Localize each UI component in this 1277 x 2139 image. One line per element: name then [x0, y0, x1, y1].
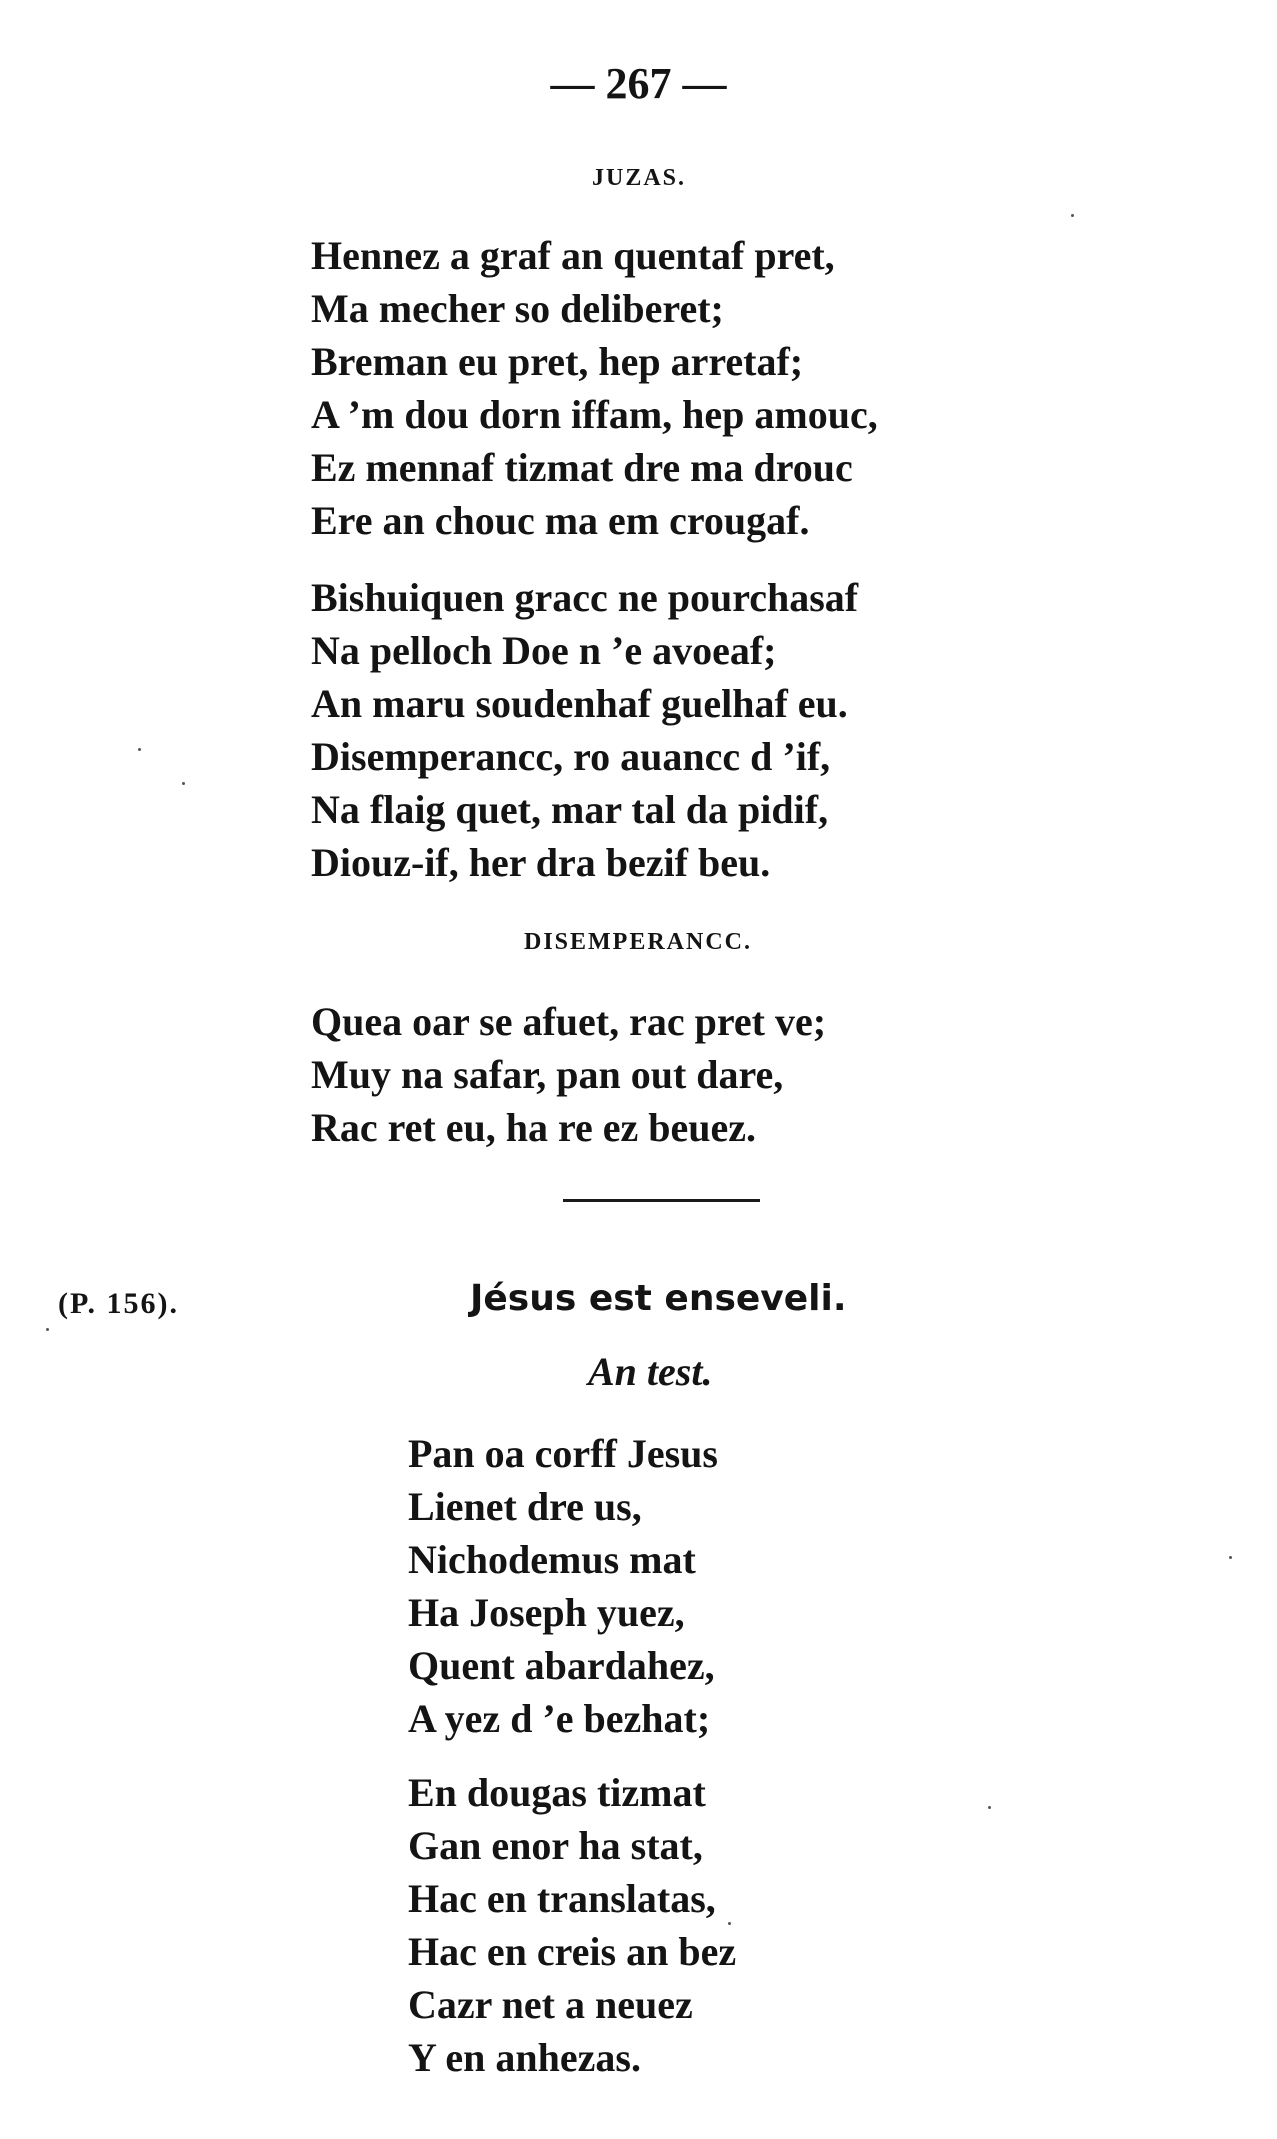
- verse-line: Ma mecher so deliberet;: [311, 286, 724, 331]
- verse-line: Diouz-if, her dra bezif beu.: [311, 840, 771, 885]
- section-title: Jésus est enseveli.: [470, 1278, 847, 1319]
- verse-line: Breman eu pret, hep arretaf;: [311, 339, 804, 384]
- print-speck: [1229, 1556, 1232, 1559]
- page-number: — 267 —: [550, 59, 727, 108]
- verse-line: Ez mennaf tizmat dre ma drouc: [311, 445, 853, 490]
- verse-line: Rac ret eu, ha re ez beuez.: [311, 1105, 757, 1150]
- stanza-test-1: [408, 1427, 718, 1745]
- verse-line: Hac en creis an bez: [408, 1929, 737, 1974]
- verse-line: En dougas tizmat: [408, 1770, 706, 1815]
- stanza-disemperancc: [311, 995, 826, 1154]
- verse-line: Muy na safar, pan out dare,: [311, 1052, 784, 1097]
- print-speck: [988, 1806, 991, 1809]
- verse-line: Hennez a graf an quentaf pret,: [311, 233, 835, 278]
- verse-line: A yez d ’e bezhat;: [408, 1696, 711, 1741]
- print-speck: [1071, 214, 1074, 217]
- verse-line: Na flaig quet, mar tal da pidif,: [311, 787, 829, 832]
- verse-line: Quent abardahez,: [408, 1643, 715, 1688]
- page-reference: (P. 156).: [58, 1287, 180, 1320]
- verse-line: Ha Joseph yuez,: [408, 1590, 685, 1635]
- section-subtitle: An test.: [588, 1349, 713, 1394]
- verse-line: Disemperancc, ro auancc d ’if,: [311, 734, 831, 779]
- verse-line: Nichodemus mat: [408, 1537, 696, 1582]
- verse-line: Bishuiquen gracc ne pourchasaf: [311, 575, 859, 620]
- verse-line: Na pelloch Doe n ’e avoeaf;: [311, 628, 777, 673]
- verse-line: Cazr net a neuez: [408, 1982, 693, 2027]
- stanza-juzas-1: [311, 229, 878, 547]
- verse-line: Ere an chouc ma em crougaf.: [311, 498, 810, 543]
- verse-line: Gan enor ha stat,: [408, 1823, 703, 1868]
- verse-line: A ’m dou dorn iffam, hep amouc,: [311, 392, 878, 437]
- verse-line: Hac en translatas,: [408, 1876, 716, 1921]
- print-speck: [182, 782, 185, 785]
- print-speck: [728, 1922, 731, 1925]
- print-speck: [138, 748, 141, 751]
- verse-line: Quea oar se afuet, rac pret ve;: [311, 999, 827, 1044]
- speaker-disemperancc: DISEMPERANCC.: [524, 929, 753, 955]
- speaker-juzas: JUZAS.: [592, 165, 687, 191]
- verse-line: Y en anhezas.: [408, 2035, 641, 2080]
- section-divider: [563, 1199, 760, 1202]
- verse-line: Pan oa corff Jesus: [408, 1431, 718, 1476]
- verse-line: An maru soudenhaf guelhaf eu.: [311, 681, 848, 726]
- verse-line: Lienet dre us,: [408, 1484, 642, 1529]
- print-speck: [46, 1328, 49, 1331]
- stanza-test-2: [408, 1766, 736, 2084]
- stanza-juzas-2: [311, 571, 858, 889]
